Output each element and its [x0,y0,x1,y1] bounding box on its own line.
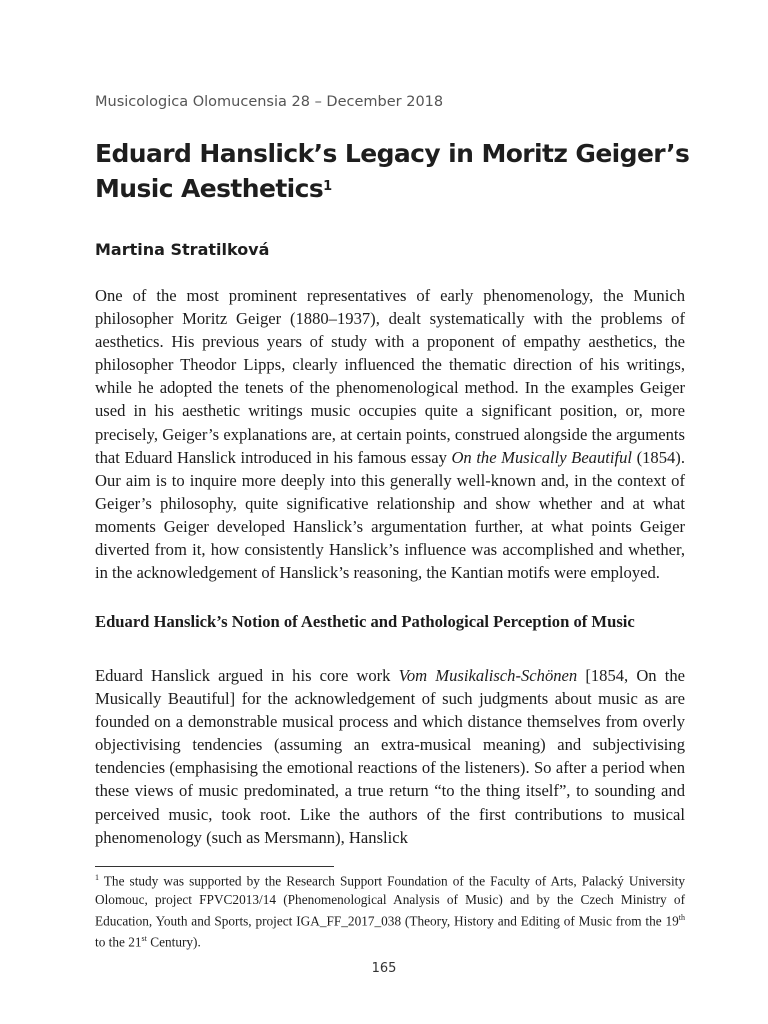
abstract-work-title: On the Musically Beautiful [451,447,633,467]
body-text-part2: [1854, On the Musically Beautiful] for the acknowledgement of such judgments about music as are founded on a demonstrable musical process and which distance themselves from overly objectivising tendencies (assuming an extra-musical meaning) and subjectivising tendencies (emphasising the emotional reactions of the listeners). So after a period when these views of music predominated, a true return “to the thing itself”, to sounding and perceived music, took root. Like the authors of the first contributions to musical phenomenology (such as Mersmann), Hanslick [95,666,685,847]
page-number: 165 [371,961,397,976]
title-footnote-mark[interactable]: 1 [323,179,332,194]
footnote-mark: 1 [95,873,99,882]
abstract-text-part1: One of the most prominent representatives of early phenomenology, the Munich philosopher Moritz Geiger (1880–1937), dealt systematically with the problems of aesthetics. His previous years of study with a proponent of empathy aesthetics, the philosopher Theodor Lipps, clearly influenced the thematic direction of his writings, while he adopted the tenets of the phenomenological method. In the examples Geiger used in his aesthetic writings music occupies quite a significant position, or, more precisely, Geiger’s explanations are, at certain points, construed alongside the arguments that Eduard Hanslick introduced in his famous essay [95,286,685,467]
footnote-divider [95,866,334,867]
body-paragraph [95,664,685,849]
footnote-sup-st: st [141,934,147,944]
footnote [95,869,685,952]
article-title-text: Eduard Hanslick’s Legacy in Moritz Geiger’s Music Aesthetics [95,139,690,203]
article-title [95,136,695,206]
journal-header: Musicologica Olomucensia 28 – December 2018 [95,94,444,110]
footnote-text-b: to the 21 [95,934,142,950]
abstract-text-part2: (1854). Our aim is to inquire more deeply into this generally well-known and, in the context of Geiger’s philosophy, quite significative relationship and show whether and at what moments Geiger developed Hanslick’s argumentation further, at what points Geiger diverted from it, how consistently Hanslick’s influence was accomplished and whether, in the acknowledgement of Hanslick’s reasoning, the Kantian motifs were employed. [95,447,685,583]
body-text-part1: Eduard Hanslick argued in his core work [95,666,399,685]
footnote-text-a: The study was supported by the Research Support Foundation of the Faculty of Arts, Palacký University Olomouc, project FPVC2013/14 (Phenomenological Analysis of Music) and by the Czech Ministry of Education, Youth and Sports, project IGA_FF_2017_038 (Theory, History and Editing of Music from the 19 [95,873,685,929]
author-name: Martina Stratilková [95,240,270,259]
abstract-paragraph [95,284,685,584]
footnote-text-c: Century). [146,934,201,950]
footnote-sup-th: th [678,912,685,922]
section-heading: Eduard Hanslick’s Notion of Aesthetic and Pathological Perception of Music [95,612,635,631]
body-work-title: Vom Musikalisch-Schönen [398,666,578,685]
